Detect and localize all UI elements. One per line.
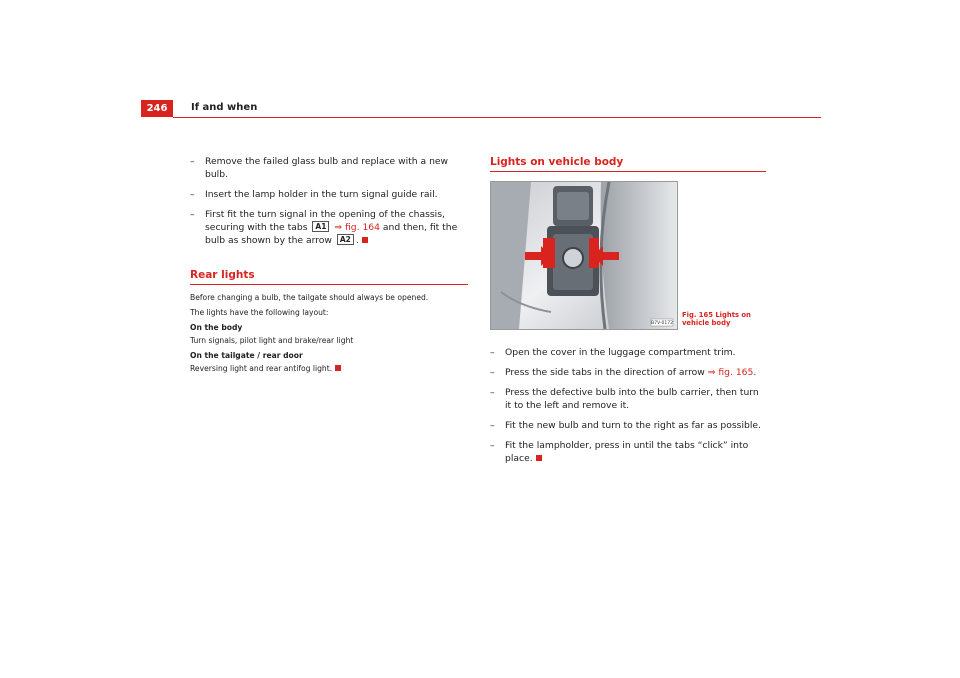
figure-reference-link[interactable]: ⇒ fig. 164	[334, 222, 380, 233]
running-title: If and when	[191, 102, 258, 113]
step-text: Remove the failed glass bulb and replace with a new bulb.	[205, 156, 449, 180]
section-heading-rear-lights: Rear lights	[190, 268, 468, 285]
lamp-housing-illustration	[491, 182, 677, 329]
step-text: First fit the turn signal in the opening of the chassis, securing with the tabs	[205, 209, 445, 233]
figure-165-photo	[490, 181, 678, 330]
left-column	[190, 155, 468, 379]
figure-code: B7V-0172	[651, 321, 673, 326]
layout-note: The lights have the following layout:	[190, 308, 329, 317]
step-text: Press the side tabs in the direction of arrow	[505, 367, 705, 378]
body-lights-list: Turn signals, pilot light and brake/rear light	[190, 336, 354, 345]
step-dash: –	[490, 420, 495, 431]
step-text: Insert the lamp holder in the turn signal guide rail.	[205, 189, 438, 200]
figure-reference-link[interactable]: ⇒ fig. 165	[707, 367, 754, 378]
step-dash: –	[490, 387, 495, 398]
tailgate-lights-text: Reversing light and rear antifog light.	[190, 364, 333, 373]
step-text-end: .	[355, 235, 359, 246]
step-dash: –	[490, 347, 495, 358]
callout-tag-a2: A2	[337, 234, 354, 245]
step-text: Fit the lampholder, press in until the tabs “click” into place.	[505, 440, 749, 464]
page-header	[141, 100, 821, 118]
subheading-on-tailgate: On the tailgate / rear door	[190, 351, 303, 360]
step-dash: –	[190, 156, 195, 167]
section-end-icon	[536, 455, 542, 461]
step-item	[190, 188, 468, 201]
step-item	[490, 366, 766, 379]
right-column	[490, 155, 766, 172]
step-text: and then, fit the bulb as shown by the arrow	[205, 222, 458, 246]
step-text-end: .	[753, 367, 757, 378]
section-end-icon	[335, 365, 341, 371]
step-item	[190, 208, 468, 247]
section-heading-vehicle-body: Lights on vehicle body	[490, 155, 766, 172]
section-end-icon	[362, 237, 368, 243]
step-text: Fit the new bulb and turn to the right as far as possible.	[505, 420, 761, 431]
step-text: Open the cover in the luggage compartment trim.	[505, 347, 736, 358]
callout-tag-a1: A1	[312, 221, 329, 232]
intro-paragraph: Before changing a bulb, the tailgate should always be opened.	[190, 293, 429, 302]
step-dash: –	[190, 209, 195, 220]
step-item	[490, 386, 766, 412]
step-text: Press the defective bulb into the bulb carrier, then turn it to the left and remove it.	[505, 387, 759, 411]
page-number: 246	[141, 100, 173, 117]
figure-caption: Fig. 165 Lights on vehicle body	[682, 311, 751, 327]
step-item	[490, 419, 766, 432]
step-item	[190, 155, 468, 181]
step-dash: –	[490, 440, 495, 451]
step-dash: –	[190, 189, 195, 200]
step-item	[490, 439, 766, 465]
step-item	[490, 346, 766, 359]
right-steps	[490, 346, 766, 472]
step-dash: –	[490, 367, 495, 378]
tailgate-lights-list	[190, 364, 468, 374]
header-rule	[173, 117, 821, 118]
subheading-on-body: On the body	[190, 323, 243, 332]
